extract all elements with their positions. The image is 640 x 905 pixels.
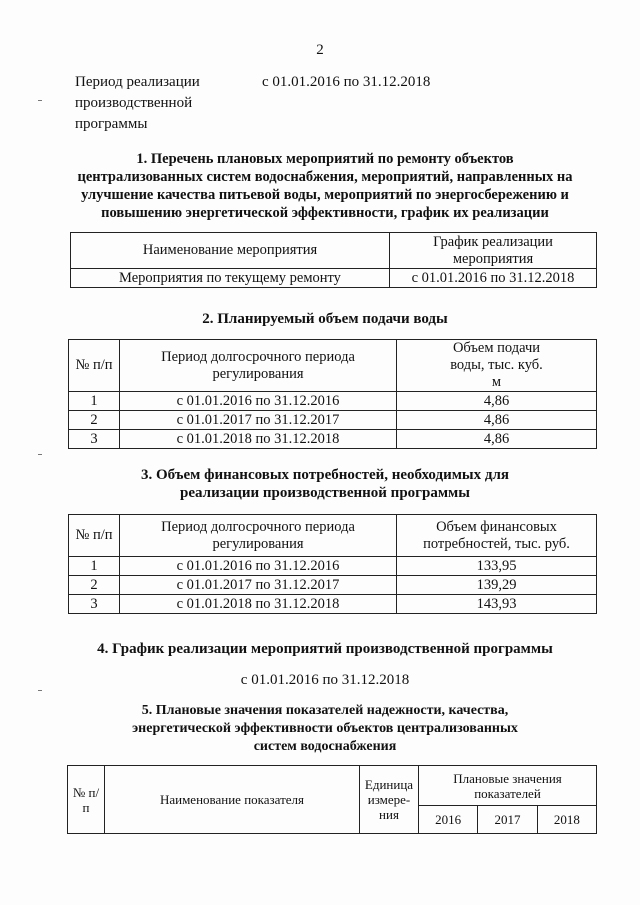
section1-title-line: повышению энергетической эффективности, график их реализации <box>101 205 549 221</box>
table-cell: 3 <box>69 430 120 449</box>
table-cell: с 01.01.2018 по 31.12.2018 <box>120 595 397 614</box>
period-label-line: производственной <box>75 95 193 111</box>
year-cell: 2016 <box>419 806 478 834</box>
table-cell: с 01.01.2016 по 31.12.2016 <box>120 392 397 411</box>
section4-period: с 01.01.2016 по 31.12.2018 <box>240 672 410 688</box>
financial-needs-table <box>68 514 597 614</box>
header-cell: Единица измере-ния <box>360 766 419 834</box>
table-cell: 4,86 <box>397 430 597 449</box>
table-row <box>71 269 597 288</box>
table-row <box>69 557 597 576</box>
table-cell: с 01.01.2017 по 31.12.2017 <box>120 411 397 430</box>
header-cell: № п/п <box>69 515 120 557</box>
table-cell: 143,93 <box>397 595 597 614</box>
header-cell: № п/п <box>69 340 120 392</box>
section1-title-line: улучшение качества питьевой воды, мероприятий по энергосбережению и <box>81 187 569 203</box>
table-header-row <box>69 340 597 392</box>
period-value: с 01.01.2016 по 31.12.2018 <box>262 74 431 90</box>
table-row <box>69 595 597 614</box>
section1-title-line: централизованных систем водоснабжения, мероприятий, направленных на <box>77 169 573 185</box>
table-cell: с 01.01.2017 по 31.12.2017 <box>120 576 397 595</box>
period-label-line: программы <box>75 116 148 132</box>
table-cell: с 01.01.2018 по 31.12.2018 <box>120 430 397 449</box>
table-cell: 4,86 <box>397 411 597 430</box>
water-supply-table <box>68 339 597 449</box>
section5-title-line: 5. Плановые значения показателей надежности, качества, <box>141 703 509 718</box>
section4-title: 4. График реализации мероприятий производственной программы <box>97 641 553 657</box>
table-row <box>69 430 597 449</box>
table-cell: с 01.01.2016 по 31.12.2018 <box>390 269 597 288</box>
table-cell: 2 <box>69 411 120 430</box>
section5-title-line: систем водоснабжения <box>253 739 397 754</box>
header-cell: Наименование мероприятия <box>71 233 390 269</box>
scan-mark <box>38 690 42 691</box>
table-cell: 3 <box>69 595 120 614</box>
period-label-line: Период реализации <box>75 74 200 90</box>
period-label <box>75 72 235 135</box>
indicators-table <box>67 765 597 834</box>
table-header-row <box>69 515 597 557</box>
header-cell: № п/п <box>68 766 105 834</box>
scan-mark <box>38 100 42 101</box>
scan-mark <box>38 454 42 455</box>
table-cell: Мероприятия по текущему ремонту <box>71 269 390 288</box>
table-cell: 1 <box>69 557 120 576</box>
section3-title <box>60 466 590 502</box>
header-cell: Плановые значения показателей <box>419 766 597 806</box>
header-cell: Период долгосрочного периода регулирования <box>120 340 397 392</box>
section2-title: 2. Планируемый объем подачи воды <box>202 311 448 327</box>
table-cell: 2 <box>69 576 120 595</box>
header-cell: Объем подачи воды, тыс. куб. м <box>397 340 597 392</box>
header-cell: Объем финансовых потребностей, тыс. руб. <box>397 515 597 557</box>
section3-title-line: реализации производственной программы <box>180 485 470 501</box>
table-cell: с 01.01.2016 по 31.12.2016 <box>120 557 397 576</box>
measures-table <box>70 232 597 288</box>
section1-title <box>60 150 590 222</box>
table-cell: 133,95 <box>397 557 597 576</box>
page-number: 2 <box>316 42 324 58</box>
table-cell: 1 <box>69 392 120 411</box>
table-row <box>69 392 597 411</box>
section1-title-line: 1. Перечень плановых мероприятий по ремонту объектов <box>136 151 514 167</box>
table-row <box>69 411 597 430</box>
section5-title <box>60 702 590 756</box>
header-cell: Период долгосрочного периода регулирования <box>120 515 397 557</box>
header-cell: Наименование показателя <box>105 766 360 834</box>
year-cell: 2017 <box>478 806 537 834</box>
section5-title-line: энергетической эффективности объектов централизованных <box>132 721 518 736</box>
table-header-row <box>71 233 597 269</box>
table-cell: 139,29 <box>397 576 597 595</box>
table-header-row <box>68 766 597 806</box>
header-cell: График реализации мероприятия <box>390 233 597 269</box>
table-row <box>69 576 597 595</box>
section3-title-line: 3. Объем финансовых потребностей, необходимых для <box>140 467 510 483</box>
table-cell: 4,86 <box>397 392 597 411</box>
year-cell: 2018 <box>537 806 596 834</box>
